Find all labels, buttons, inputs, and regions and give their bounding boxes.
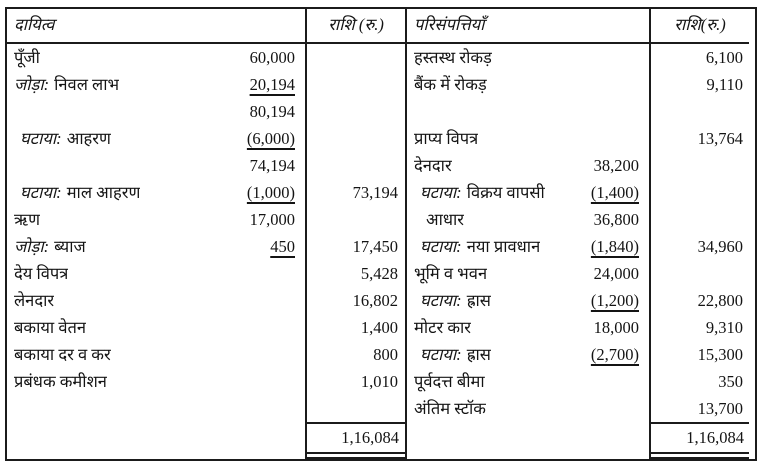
- liability-inner-amount: 17,000: [249, 210, 295, 229]
- liability-inner-amount: (1,000): [246, 183, 295, 202]
- asset-amount-cell: [651, 44, 749, 71]
- asset-inner-amount: 18,000: [593, 318, 639, 337]
- asset-row: [407, 260, 649, 287]
- asset-row-label-prefix: घटाया:: [420, 237, 462, 256]
- liabilities-total-double-rule: [307, 457, 405, 459]
- asset-row-label-text: देनदार: [414, 156, 452, 175]
- liability-row: [7, 260, 305, 287]
- liability-amount-cell: [307, 152, 405, 179]
- liability-row-label-text: बकाया दर व कर: [14, 345, 111, 364]
- liability-row-label: [14, 71, 119, 98]
- asset-amount-cell: [651, 314, 749, 341]
- asset-row: [407, 152, 649, 179]
- balance-sheet-table: [5, 7, 757, 461]
- liability-inner-amount: 74,194: [249, 156, 295, 175]
- asset-row: [407, 314, 649, 341]
- asset-amount-cell: [651, 233, 749, 260]
- asset-row: [407, 206, 649, 233]
- asset-amount-cell: [651, 125, 749, 152]
- asset-row-label-text: प्राप्य विपत्र: [414, 129, 479, 148]
- liabilities-column: [7, 9, 305, 459]
- liability-row: [7, 233, 305, 260]
- asset-inner-amount: (2,700): [590, 345, 639, 364]
- liability-amount-cell: [307, 260, 405, 287]
- liability-amount-value: 1,400: [360, 318, 398, 337]
- asset-inner-amount: (1,400): [590, 183, 639, 202]
- liability-row-label-text: पूँजी: [14, 48, 40, 67]
- asset-row-label-prefix: घटाया:: [420, 183, 462, 202]
- liability-row-label-text: लेनदार: [14, 291, 55, 310]
- liability-amount-cell: [307, 44, 405, 71]
- liability-row-label: [14, 287, 54, 314]
- asset-amount-value: 22,800: [697, 291, 743, 310]
- liability-row-label-text: माल आहरण: [66, 183, 141, 202]
- asset-amount-value: 13,764: [697, 129, 743, 148]
- liability-row: [7, 179, 305, 206]
- asset-row-label-text: भूमि व भवन: [414, 264, 488, 283]
- asset-row-label: [426, 206, 464, 233]
- assets-header: परिसंपत्तियाँ: [407, 9, 649, 44]
- liability-row: [7, 368, 305, 395]
- liability-amount-cell: [307, 233, 405, 260]
- asset-row-label-text: हस्तस्थ रोकड़: [414, 48, 492, 67]
- liability-row-label: [14, 314, 86, 341]
- liability-row: [7, 44, 305, 71]
- asset-amount-cell: [651, 260, 749, 287]
- assets-total: 1,16,084: [651, 422, 749, 454]
- liability-row-label: [14, 206, 40, 233]
- asset-row-label-text: मोटर कार: [414, 318, 472, 337]
- liability-row: [7, 341, 305, 368]
- liability-inner-amount: 450: [270, 237, 295, 256]
- asset-row-label: [414, 71, 487, 98]
- asset-amount-cell: [651, 98, 749, 125]
- asset-amount-value: 350: [718, 372, 743, 391]
- liability-row-label: [20, 125, 111, 152]
- asset-inner-amount: (1,200): [590, 291, 639, 310]
- asset-row-label: [414, 314, 471, 341]
- liability-inner-amount: (6,000): [246, 129, 295, 148]
- asset-row: [407, 125, 649, 152]
- liability-amount-value: 17,450: [352, 237, 398, 256]
- liability-row-label-prefix: जोड़ा:: [14, 237, 50, 256]
- liability-amount-value: 16,802: [352, 291, 398, 310]
- asset-row-label: [414, 44, 492, 71]
- liability-row-label: [14, 341, 111, 368]
- asset-row-label-text: नया प्रावधान: [466, 237, 541, 256]
- asset-row-label: [414, 125, 478, 152]
- asset-row-label: [414, 395, 486, 422]
- liability-amount-value: 1,010: [360, 372, 398, 391]
- liability-row-label-text: निवल लाभ: [54, 75, 120, 94]
- liability-row-label-prefix: घटाया:: [20, 129, 62, 148]
- asset-row: [407, 395, 649, 422]
- liability-row-label-text: देय विपत्र: [14, 264, 69, 283]
- asset-amount-cell: [651, 71, 749, 98]
- liability-row-label: [14, 44, 40, 71]
- assets-amount-column: [649, 9, 749, 459]
- asset-amount-value: 9,110: [706, 75, 743, 94]
- asset-inner-amount: 36,800: [593, 210, 639, 229]
- asset-row-label-prefix: घटाया:: [420, 345, 462, 364]
- liability-amount-cell: [307, 98, 405, 125]
- asset-amount-value: 6,100: [705, 48, 743, 67]
- asset-amount-cell: [651, 206, 749, 233]
- liabilities-amount-header: राशि (रु.): [307, 9, 405, 44]
- assets-column: [405, 9, 649, 459]
- liabilities-header: दायित्व: [7, 9, 305, 44]
- liability-inner-amount: 80,194: [249, 102, 295, 121]
- asset-amount-cell: [651, 152, 749, 179]
- liability-amount-cell: [307, 71, 405, 98]
- asset-row: [407, 341, 649, 368]
- liability-row: [7, 152, 305, 179]
- liability-amount-cell: [307, 125, 405, 152]
- liabilities-amount-column: [305, 9, 405, 459]
- liability-row-label-prefix: घटाया:: [20, 183, 62, 202]
- asset-row-label: [414, 368, 485, 395]
- asset-row-label-text: अंतिम स्टॉक: [414, 399, 486, 418]
- liability-row-label-text: ऋण: [14, 210, 41, 229]
- liability-inner-amount: 20,194: [249, 75, 295, 94]
- assets-amount-rows: [651, 44, 749, 422]
- liability-row: [7, 125, 305, 152]
- liabilities-total: 1,16,084: [307, 422, 405, 454]
- asset-row-label: [420, 341, 491, 368]
- asset-amount-cell: [651, 368, 749, 395]
- asset-row-label-text: पूर्वदत्त बीमा: [414, 372, 485, 391]
- liability-amount-cell: [307, 287, 405, 314]
- liability-amount-cell: [307, 341, 405, 368]
- asset-amount-cell: [651, 287, 749, 314]
- liability-row: [7, 98, 305, 125]
- asset-row-label-text: विक्रय वापसी: [466, 183, 545, 202]
- liability-row: [7, 314, 305, 341]
- asset-row-label: [420, 287, 491, 314]
- asset-amount-cell: [651, 179, 749, 206]
- asset-amount-value: 34,960: [697, 237, 743, 256]
- asset-row: [407, 179, 649, 206]
- asset-amount-value: 15,300: [697, 345, 743, 364]
- liability-row-label-text: प्रबंधक कमीशन: [14, 372, 107, 391]
- asset-row-label-text: आधार: [426, 210, 465, 229]
- asset-row: [407, 287, 649, 314]
- liability-row-label: [14, 233, 86, 260]
- liability-row-label-text: बकाया वेतन: [14, 318, 87, 337]
- liability-amount-value: 800: [373, 345, 398, 364]
- liability-row-label: [14, 368, 107, 395]
- asset-row-label-text: ह्रास: [466, 345, 491, 364]
- liability-inner-amount: 60,000: [249, 48, 295, 67]
- liability-amount-cell: [307, 314, 405, 341]
- asset-row: [407, 233, 649, 260]
- liability-amount-cell: [307, 395, 405, 422]
- asset-amount-value: 13,700: [697, 399, 743, 418]
- liability-row-label: [20, 179, 140, 206]
- asset-row-label: [420, 233, 540, 260]
- liabilities-amount-rows: [307, 44, 405, 422]
- asset-row: [407, 98, 649, 125]
- assets-total-double-rule: [651, 457, 749, 459]
- asset-row: [407, 368, 649, 395]
- asset-amount-value: 9,310: [705, 318, 743, 337]
- liability-row: [7, 71, 305, 98]
- assets-amount-header: राशि(रु.): [651, 9, 749, 44]
- liability-amount-cell: [307, 368, 405, 395]
- liability-row-label-text: आहरण: [66, 129, 111, 148]
- liability-row: [7, 395, 305, 422]
- liability-amount-cell: [307, 179, 405, 206]
- liability-row-label-text: ब्याज: [54, 237, 86, 256]
- asset-row: [407, 71, 649, 98]
- liability-row-label-prefix: जोड़ा:: [14, 75, 50, 94]
- liabilities-rows: [7, 44, 305, 422]
- liability-row: [7, 206, 305, 233]
- liability-row-label: [14, 260, 68, 287]
- asset-amount-cell: [651, 341, 749, 368]
- asset-inner-amount: 24,000: [593, 264, 639, 283]
- asset-inner-amount: 38,200: [593, 156, 639, 175]
- liability-amount-value: 5,428: [360, 264, 398, 283]
- liability-amount-cell: [307, 206, 405, 233]
- assets-rows: [407, 44, 649, 422]
- asset-amount-cell: [651, 395, 749, 422]
- asset-row-label-text: ह्रास: [466, 291, 491, 310]
- asset-row-label-text: बैंक में रोकड़: [414, 75, 487, 94]
- asset-row-label: [414, 152, 452, 179]
- asset-row-label: [420, 179, 545, 206]
- asset-row-label: [414, 260, 487, 287]
- liability-amount-value: 73,194: [352, 183, 398, 202]
- asset-row: [407, 44, 649, 71]
- liability-row: [7, 287, 305, 314]
- asset-row-label-prefix: घटाया:: [420, 291, 462, 310]
- asset-inner-amount: (1,840): [590, 237, 639, 256]
